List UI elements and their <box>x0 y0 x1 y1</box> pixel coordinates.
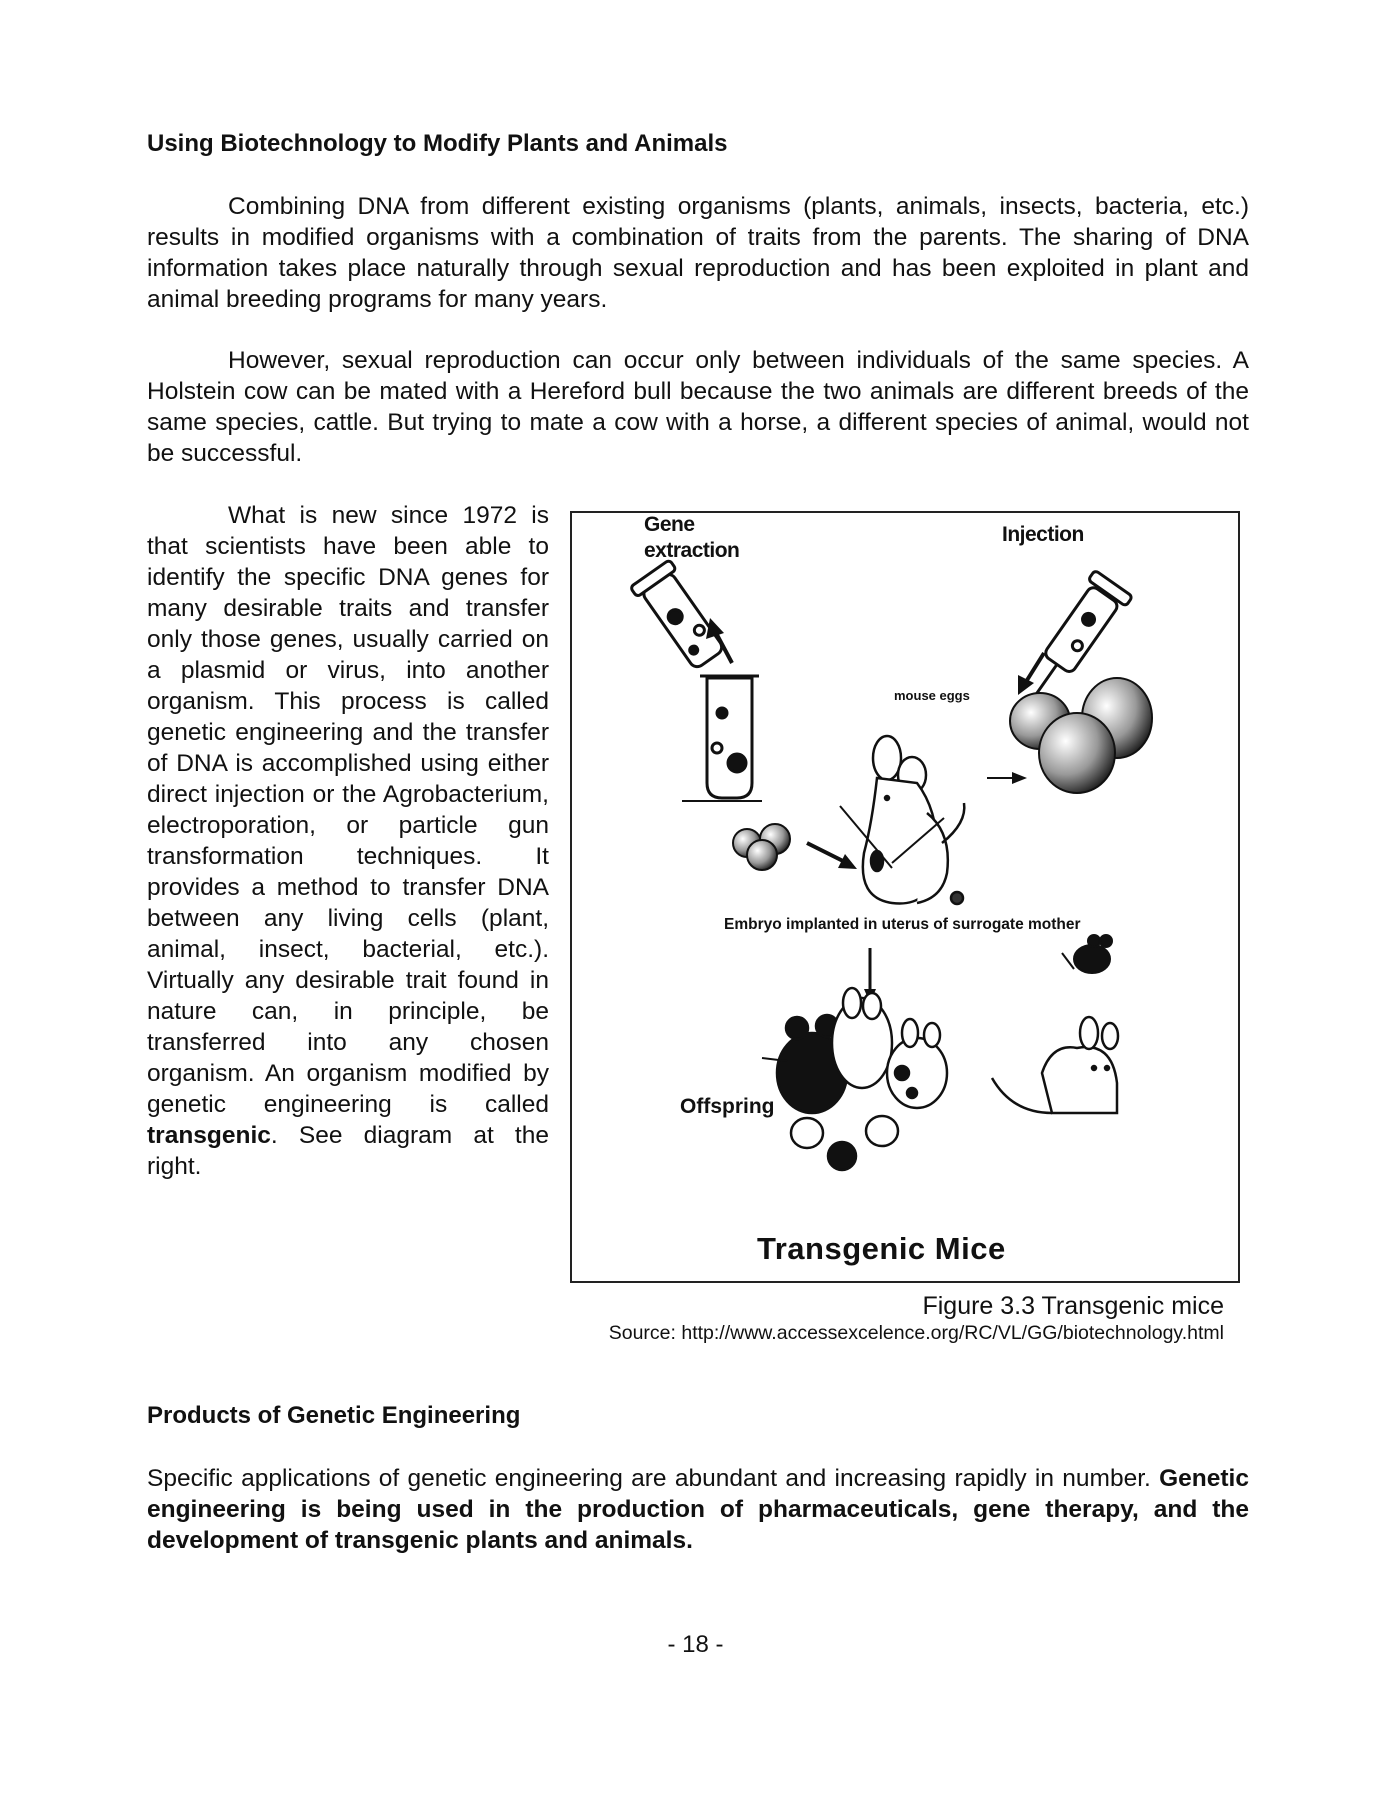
label-embryo-implanted: Embryo implanted in uterus of surrogate mother <box>724 916 1081 933</box>
page-number: - 18 - <box>667 1631 724 1658</box>
figure-caption: Figure 3.3 Transgenic mice <box>922 1292 1224 1320</box>
test-tube-icon <box>682 676 762 801</box>
paragraph-text: . See diagram at the right. <box>147 1122 549 1180</box>
transgenic-mice-diagram <box>572 513 1238 1281</box>
paragraph-bold-text: Genetic engineering is being used in the production of pharmaceuticals, gene therapy, and the development of transgenic plants and animals. <box>147 1465 1249 1554</box>
label-extraction: extraction <box>644 539 740 562</box>
offspring-mice-icon <box>762 988 947 1170</box>
black-mouse-icon <box>1062 935 1112 973</box>
figure-title: Transgenic Mice <box>757 1231 1006 1266</box>
term-transgenic: transgenic <box>147 1122 271 1149</box>
mouse-eggs-icon <box>1010 678 1152 793</box>
figure-transgenic-mice <box>570 511 1240 1283</box>
white-mouse-icon <box>992 1017 1118 1113</box>
paragraph-applications <box>147 1463 1249 1556</box>
label-offspring: Offspring <box>680 1095 775 1118</box>
figure-source: Source: http://www.accessexcelence.org/RC/VL/GG/biotechnology.html <box>608 1322 1224 1344</box>
paragraph-text: What is new since 1972 is that scientists have been able to identify the specific DNA genes for many desirable traits and transfer only those genes, usually carried on a plasmid or virus, into another organism. This process is called genetic engineering and the transfer of DNA is accomplished using either direct injection or the Agrobacterium, electroporation, or particle gun transformation techniques. It provides a method to transfer DNA between any living cells (plant, animal, insect, bacterial, etc.). Virtually any desirable trait found in nature can, in principle, be transferred into any chosen organism. An organism modified by genetic engineering is called <box>147 502 549 1118</box>
paragraph-combining-dna: Combining DNA from different existing organisms (plants, animals, insects, bacteria, etc.) results in modified organisms with a combination of traits from the parents. The sharing of DNA information takes place naturally through sexual reproduction and has been exploited in plant and animal breeding programs for many years. <box>147 193 1249 313</box>
embryo-icon <box>733 824 790 870</box>
paragraph-sexual-reproduction: However, sexual reproduction can occur only between individuals of the same species. A Holstein cow can be mated with a Hereford bull because the two animals are different breeds of the same species, cattle. But trying to mate a cow with a horse, a different species of animal, would not be successful. <box>147 347 1249 467</box>
label-gene: Gene <box>644 513 695 536</box>
paragraph-text: Specific applications of genetic engineering are abundant and increasing rapidly in number. <box>147 1465 1160 1492</box>
label-injection: Injection <box>1002 523 1084 546</box>
paragraph-genetic-engineering <box>147 500 549 1182</box>
section-heading-biotechnology: Using Biotechnology to Modify Plants and Animals <box>147 130 728 157</box>
test-tube-icon <box>630 560 730 674</box>
label-mouse-eggs: mouse eggs <box>894 688 970 703</box>
surrogate-mouse-icon <box>840 736 964 904</box>
section-heading-products: Products of Genetic Engineering <box>147 1402 521 1429</box>
